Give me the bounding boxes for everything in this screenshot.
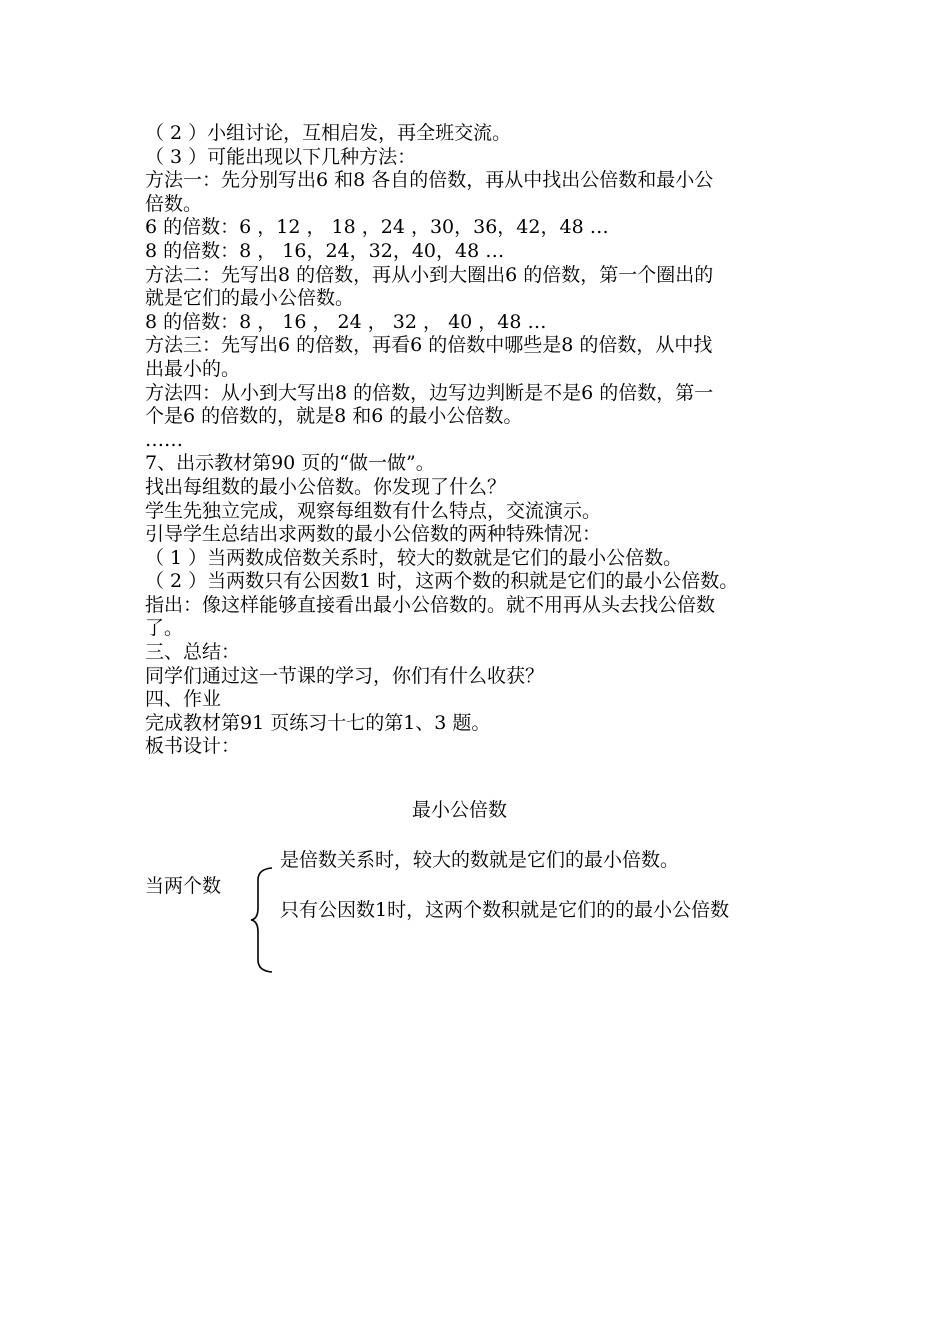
- text-line: 就是它们的最小公倍数。: [145, 287, 355, 310]
- text-line: 找出每组数的最小公倍数。你发现了什么？: [145, 475, 507, 498]
- board-case-2: 只有公因数1时，这两个数积就是它们的的最小公倍数: [280, 899, 730, 921]
- text-line: 引导学生总结出求两数的最小公倍数的两种特殊情况：: [145, 523, 602, 546]
- text-line: 倍数。: [145, 192, 203, 215]
- curly-brace-icon: [250, 866, 280, 974]
- text-line: 6 的倍数：6 ，12 ， 18 ，24 ，30，36，42，48 …: [145, 216, 609, 239]
- text-line: 学生先独立完成，观察每组数有什么特点，交流演示。: [145, 499, 602, 522]
- section-heading: 三、总结：: [145, 641, 241, 664]
- text-line: （ 2 ）当两数只有公因数1 时，这两个数的积就是它们的最小公倍数。: [145, 570, 739, 593]
- board-subject: 当两个数: [145, 875, 222, 897]
- text-line: 8 的倍数：8 ， 16，24，32，40，48 …: [145, 239, 505, 262]
- text-line: 8 的倍数：8 ， 16 ， 24 ， 32 ， 40 ，48 …: [145, 310, 547, 333]
- text-line: 板书设计：: [145, 735, 241, 758]
- text-line: 完成教材第91 页练习十七的第1、3 题。: [145, 711, 491, 734]
- text-line: 同学们通过这一节课的学习，你们有什么收获？: [145, 664, 545, 687]
- section-heading: 四、作业: [145, 688, 222, 711]
- text-line: 个是6 的倍数的，就是8 和6 的最小公倍数。: [145, 405, 523, 428]
- text-line: （ 2 ）小组讨论，互相启发，再全班交流。: [145, 122, 512, 144]
- text-line: 指出：像这样能够直接看出最小公倍数的。就不用再从头去找公倍数: [145, 593, 716, 616]
- text-line: 7、出示教材第90 页的“做一做”。: [145, 452, 435, 475]
- ellipsis-line: ……: [145, 428, 183, 451]
- text-line: 了。: [145, 617, 184, 640]
- board-title: 最小公倍数: [412, 799, 508, 821]
- board-case-1: 是倍数关系时，较大的数就是它们的最小倍数。: [280, 849, 680, 871]
- lesson-text-body: [145, 122, 825, 759]
- text-line: 方法三：先写出6 的倍数，再看6 的倍数中哪些是8 的倍数，从中找: [145, 334, 713, 357]
- text-line: 方法四：从小到大写出8 的倍数，边写边判断是不是6 的倍数，第一: [145, 381, 714, 404]
- text-line: （ 3 ）可能出现以下几种方法：: [145, 145, 417, 168]
- text-line: 方法二：先写出8 的倍数，再从小到大圈出6 的倍数，第一个圈出的: [145, 263, 714, 286]
- text-line: （ 1 ）当两数成倍数关系时，较大的数就是它们的最小公倍数。: [145, 546, 683, 569]
- text-line: 出最小的。: [145, 357, 241, 380]
- text-line: 方法一：先分别写出6 和8 各自的倍数，再从中找出公倍数和最小公: [145, 169, 714, 192]
